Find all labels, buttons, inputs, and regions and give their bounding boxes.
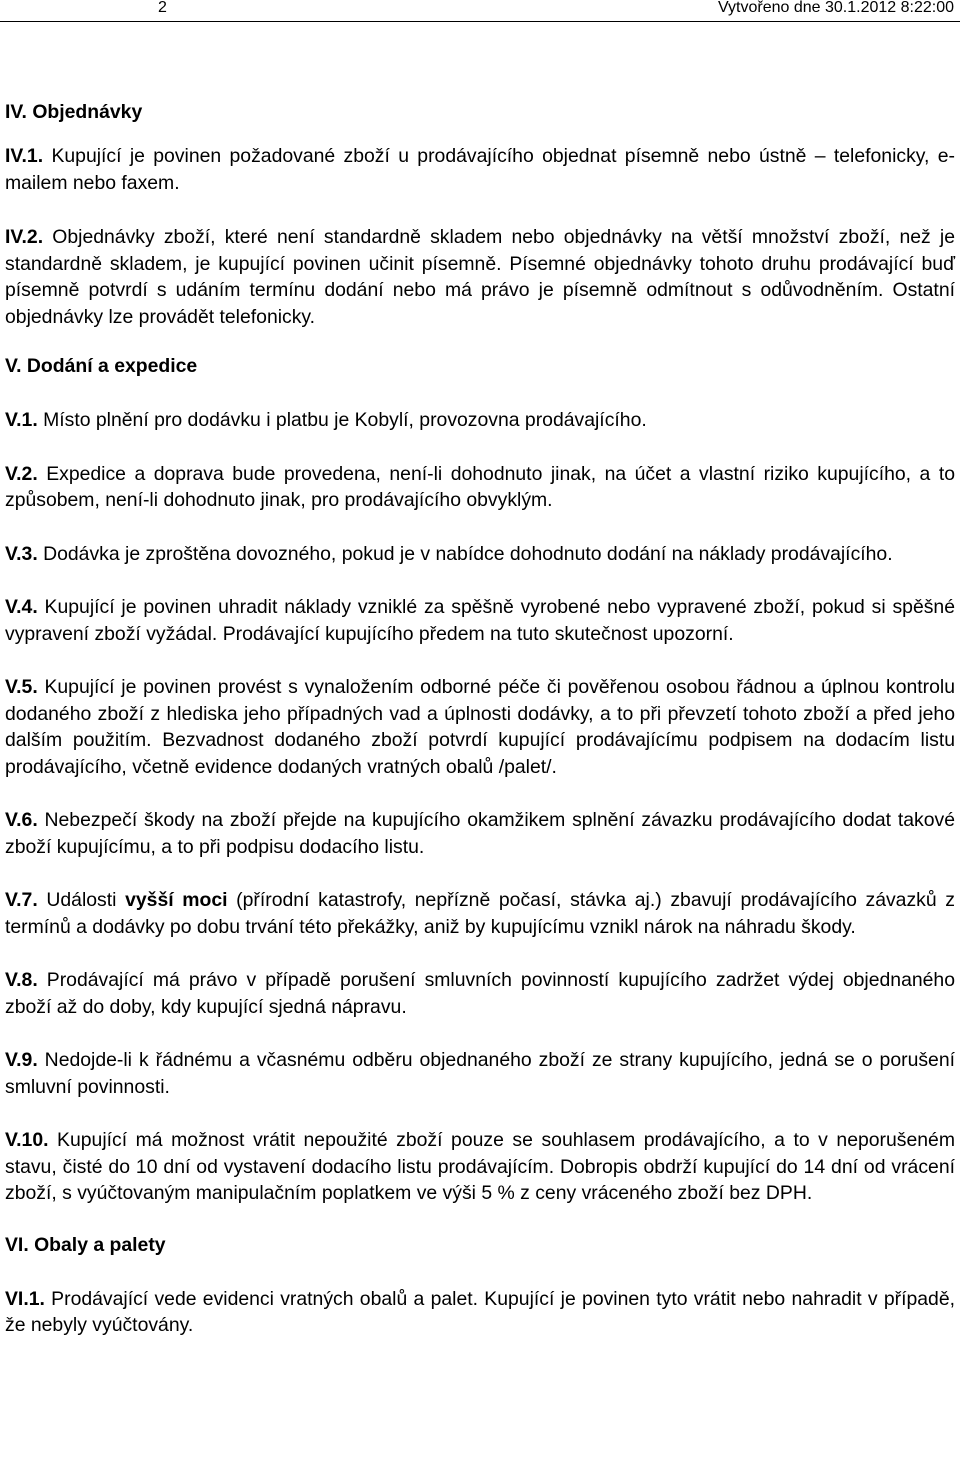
clause-number: V.10. [5,1129,49,1151]
clause-text: Místo plnění pro dodávku i platbu je Kobylí, provozovna prodávajícího. [37,409,647,431]
clause-number: IV.1. [5,145,44,167]
clause-number: V.5. [5,676,38,698]
clause-text: Objednávky zboží, které není standardně skladem nebo objednávky na větší množství zboží, než je standardně skladem, je kupující povinen učinit písemně. Písemné objednávky tohoto druhu prodávající buď písemně potvrdí s udáním termínu dodání nebo má právo je písemně odmítnout s odůvodněním. Ostatní objednávky lze provádět telefonicky. [5,226,955,328]
clause-number: IV.2. [5,226,44,248]
clause-v-2 [5,461,955,514]
clause-number: V.2. [5,462,38,485]
clause-v-3 [5,541,955,568]
clause-emphasis: vyšší moci [125,889,228,911]
clause-text: Kupující je povinen požadované zboží u prodávajícího objednat písemně nebo ústně – telefonicky, e-mailem nebo faxem. [5,145,955,194]
section-heading-vi: VI. Obaly a palety [5,1233,166,1256]
clause-iv-2 [5,224,955,330]
clause-number: V.7. [5,889,38,911]
document-body [5,98,955,1339]
clause-v-10 [5,1127,955,1207]
header-rule [0,21,960,22]
clause-v-1 [5,407,955,434]
clause-iv-1 [5,143,955,196]
page-number: 2 [158,0,167,16]
clause-v-6 [5,807,955,860]
clause-number: V.1. [5,409,38,431]
clause-v-8 [5,967,955,1020]
clause-number: V.6. [5,809,38,831]
clause-number: V.4. [5,596,38,618]
clause-number: V.9. [5,1049,38,1071]
clause-v-4 [5,594,955,647]
clause-vi-1 [5,1286,955,1339]
clause-text: Kupující má možnost vrátit nepoužité zboží pouze se souhlasem prodávajícího, a to v neporušeném stavu, čisté do 10 dní od vystavení dodacího listu prodávajícím. Dobropis obdrží kupující do 14 dní od vrácení zboží, s vyúčtovaným manipulačním poplatkem ve výši 5 % z ceny vráceného zboží bez DPH. [5,1129,955,1204]
clause-number: VI.1. [5,1287,45,1310]
clause-v-9 [5,1047,955,1100]
clause-text: Expedice a doprava bude provedena, není-li dohodnuto jinak, na účet a vlastní riziko kupujícího, a to způsobem, není-li dohodnuto jinak, pro prodávajícího obvyklým. [5,462,955,511]
clause-text: Dodávka je zproštěna dovozného, pokud je v nabídce dohodnuto dodání na náklady prodávajícího. [37,542,893,565]
section-heading-iv: IV. Objednávky [5,101,143,123]
clause-text: Kupující je povinen provést s vynaložením odborné péče či pověřenou osobou řádnou a úplnou kontrolu dodaného zboží z hlediska jeho případných vad a úplnosti dodávky, a to při převzetí tohoto zboží a před jeho dalším použitím. Bezvadnost dodaného zboží potvrdí kupující prodávajícímu podpisem na dodacím listu prodávajícího, včetně evidence dodaných vratných obalů /palet/. [5,676,955,778]
created-date: Vytvořeno dne 30.1.2012 8:22:00 [717,0,954,16]
clause-text: Kupující je povinen uhradit náklady vzniklé za spěšně vyrobené nebo vypravené zboží, pokud si spěšné vypravení zboží vyžádal. Prodávající kupujícího předem na tuto skutečnost upozorní. [5,596,955,645]
clause-v-7 [5,887,955,940]
page-header [0,0,960,22]
clause-text: (přírodní katastrofy, nepřízně počasí, stávka aj.) zbavují prodávajícího závazků z termínů a dodávky po dobu trvání této překážky, aniž by kupujícímu vznikl nárok na náhradu škody. [5,889,955,938]
clause-text: Prodávající má právo v případě porušení smluvních povinností kupujícího zadržet výdej objednaného zboží až do doby, kdy kupující sjedná nápravu. [5,969,955,1018]
clause-number: V.8. [5,969,38,991]
clause-text: Nebezpečí škody na zboží přejde na kupujícího okamžikem splnění závazku prodávajícího dodat takové zboží kupujícímu, a to při podpisu dodacího listu. [5,809,955,858]
clause-text: Nedojde-li k řádnému a včasnému odběru objednaného zboží ze strany kupujícího, jedná se o porušení smluvní povinnosti. [5,1049,955,1098]
section-heading-v: V. Dodání a expedice [5,355,198,377]
clause-v-5 [5,674,955,780]
clause-text: Události [37,889,126,911]
clause-number: V.3. [5,542,38,565]
clause-text: Prodávající vede evidenci vratných obalů a palet. Kupující je povinen tyto vrátit nebo nahradit v případě, že nebyly vyúčtovány. [5,1287,955,1336]
